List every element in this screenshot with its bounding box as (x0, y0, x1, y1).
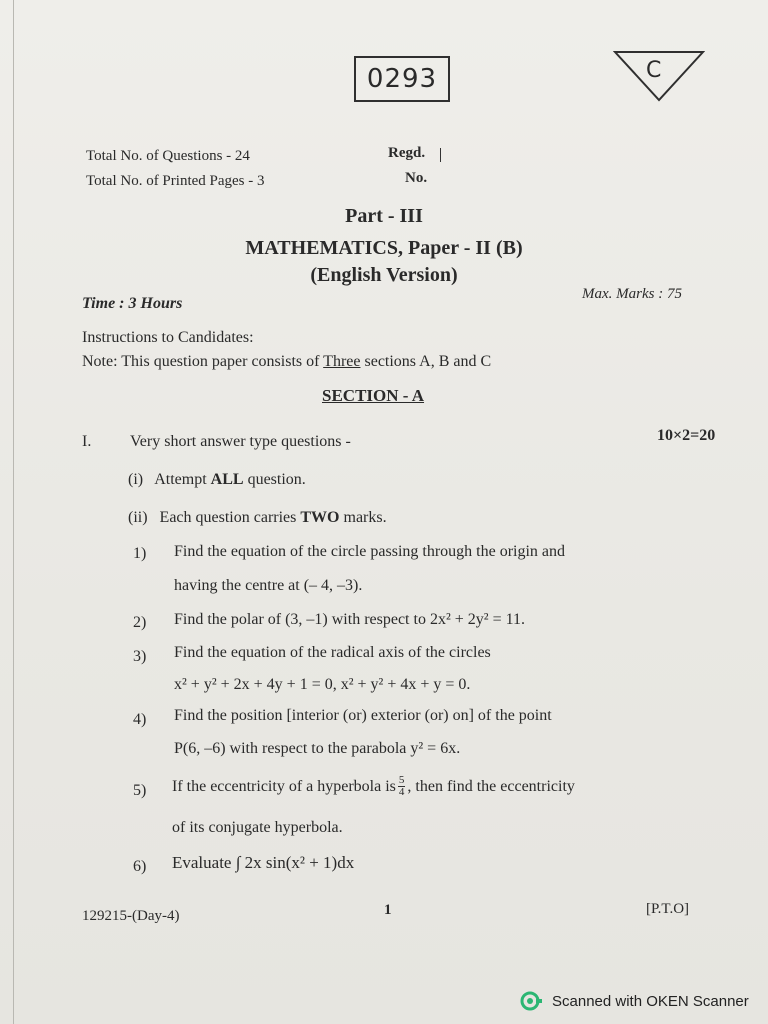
total-questions: Total No. of Questions - 24 (86, 148, 250, 164)
question-number: 2) (133, 614, 147, 631)
footer-page-number: 1 (384, 902, 392, 918)
question-5-post: , then find the eccentricity (407, 777, 575, 795)
question-3-line-1: Find the equation of the radical axis of the circles (174, 644, 491, 661)
question-number: 5) (133, 782, 147, 799)
rule-i-label: (i) (128, 471, 144, 488)
rule-ii-bold: TWO (300, 509, 340, 526)
instructions-note (82, 353, 491, 371)
rule-ii (128, 509, 387, 527)
note-prefix: Note: This question paper consists of (82, 353, 324, 370)
fraction-five-fourths (398, 775, 406, 798)
instructions-heading: Instructions to Candidates: (82, 329, 254, 346)
section-a-heading: SECTION - A (322, 386, 425, 405)
part-heading: Part - III (345, 205, 423, 227)
rule-i-bold: ALL (210, 471, 244, 488)
section-marks: 10×2=20 (657, 427, 716, 444)
question-1-line-1: Find the equation of the circle passing through the origin and (174, 543, 566, 560)
regd-label: Regd. (388, 145, 426, 161)
section-intro: Very short answer type questions - (130, 433, 351, 450)
question-number: 3) (133, 648, 147, 665)
total-pages: Total No. of Printed Pages - 3 (86, 173, 265, 189)
footer-code: 129215-(Day-4) (82, 908, 180, 924)
rule-i-pre: Attempt (154, 471, 211, 488)
question-number: 4) (133, 711, 147, 728)
version-heading: (English Version) (310, 264, 458, 286)
version-letter: C (646, 58, 662, 83)
question-2-line-1: Find the polar of (3, –1) with respect to 2x² + 2y² = 11. (174, 611, 525, 628)
question-3-line-2: x² + y² + 2x + 4y + 1 = 0, x² + y² + 4x + y = 0. (174, 676, 471, 693)
rule-ii-label: (ii) (128, 509, 148, 526)
section-roman: I. (82, 433, 92, 450)
question-5-pre: If the eccentricity of a hyperbola is (172, 777, 396, 795)
regd-no-label: No. (405, 170, 428, 186)
regd-divider (440, 148, 441, 162)
time-label (82, 295, 182, 313)
fraction-denominator: 4 (398, 786, 405, 798)
oken-scanner-logo-icon (520, 990, 542, 1012)
question-number: 6) (133, 858, 147, 875)
question-5-line-1 (172, 775, 575, 798)
time-text: Time : 3 Hours (82, 295, 183, 312)
question-1-line-2: having the centre at (– 4, –3). (174, 577, 363, 594)
paper-code-box: 0293 (354, 56, 450, 102)
question-4-line-2: P(6, –6) with respect to the parabola y² = 6x. (174, 740, 461, 757)
question-6-line-1: Evaluate ∫ 2x sin(x² + 1)dx (172, 853, 355, 872)
page-edge-rule (13, 0, 14, 1024)
rule-i (128, 471, 306, 489)
note-suffix: sections A, B and C (360, 353, 492, 370)
footer-pto: [P.T.O] (646, 901, 690, 917)
rule-ii-post: marks. (339, 509, 387, 526)
question-5-line-2: of its conjugate hyperbola. (172, 819, 343, 836)
rule-i-post: question. (243, 471, 306, 488)
fraction-numerator: 5 (398, 774, 405, 786)
subject-heading: MATHEMATICS, Paper - II (B) (245, 237, 523, 259)
max-marks: Max. Marks : 75 (582, 286, 682, 302)
question-4-line-1: Find the position [interior (or) exterior (or) on] of the point (174, 707, 552, 724)
scanner-watermark (520, 990, 749, 1012)
note-underlined: Three (323, 353, 361, 370)
rule-ii-pre: Each question carries (159, 509, 301, 526)
question-number: 1) (133, 545, 147, 562)
scanner-watermark-text: Scanned with OKEN Scanner (552, 992, 749, 1010)
